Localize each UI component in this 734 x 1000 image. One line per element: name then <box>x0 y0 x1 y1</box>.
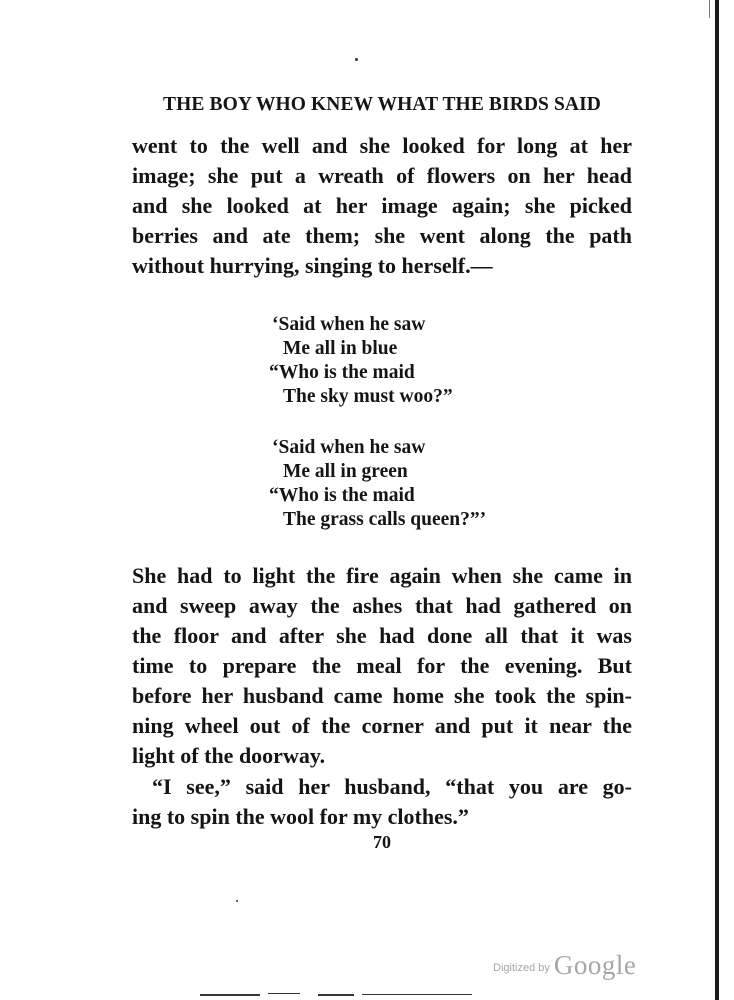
text-line: without hurrying, singing to herself.— <box>132 253 493 278</box>
text-line: ing to spin the wool for my clothes.” <box>132 804 469 829</box>
text-line: berries and ate them; she went along the path <box>132 223 632 248</box>
page-edge-mark <box>709 0 710 18</box>
text-line: light of the doorway. <box>132 743 326 768</box>
text-line: and sweep away the ashes that had gathered on <box>132 593 632 618</box>
verse-line: Me all in green <box>283 461 408 482</box>
text-line: went to the well and she looked for long at her <box>132 133 632 158</box>
scan-speck <box>236 900 238 902</box>
text-line: before her husband came home she took the spin- <box>132 683 632 708</box>
running-head: THE BOY WHO KNEW WHAT THE BIRDS SAID <box>163 94 601 115</box>
scan-speck <box>355 58 358 61</box>
page-edge-shadow <box>715 0 719 1000</box>
verse-line: “Who is the maid <box>269 485 415 506</box>
verse-line: The grass calls queen?”’ <box>283 509 487 530</box>
verse-line: ‘Said when he saw <box>272 437 426 458</box>
watermark-brand: Google <box>553 950 637 980</box>
scan-artifact-line <box>200 994 260 996</box>
text-line: “I see,” said her husband, “that you are go- <box>152 774 632 799</box>
verse-line: ‘Said when he saw <box>272 314 426 335</box>
watermark-prefix: Digitized by <box>493 962 550 974</box>
verse-line: The sky must woo?” <box>283 386 453 407</box>
scan-artifact-line <box>362 994 472 995</box>
scan-artifact-line <box>268 993 300 994</box>
text-line: the floor and after she had done all that it was <box>132 623 632 648</box>
digitized-watermark <box>493 950 636 981</box>
text-line: image; she put a wreath of flowers on her head <box>132 163 632 188</box>
text-line: and she looked at her image again; she picked <box>132 193 632 218</box>
text-line: ning wheel out of the corner and put it near the <box>132 713 632 738</box>
scan-artifact-line <box>318 994 354 996</box>
text-line: time to prepare the meal for the evening. But <box>132 653 632 678</box>
text-line: She had to light the fire again when she came in <box>132 563 632 588</box>
verse-line: Me all in blue <box>283 338 398 359</box>
verse-line: “Who is the maid <box>269 362 415 383</box>
page-number: 70 <box>373 832 391 852</box>
